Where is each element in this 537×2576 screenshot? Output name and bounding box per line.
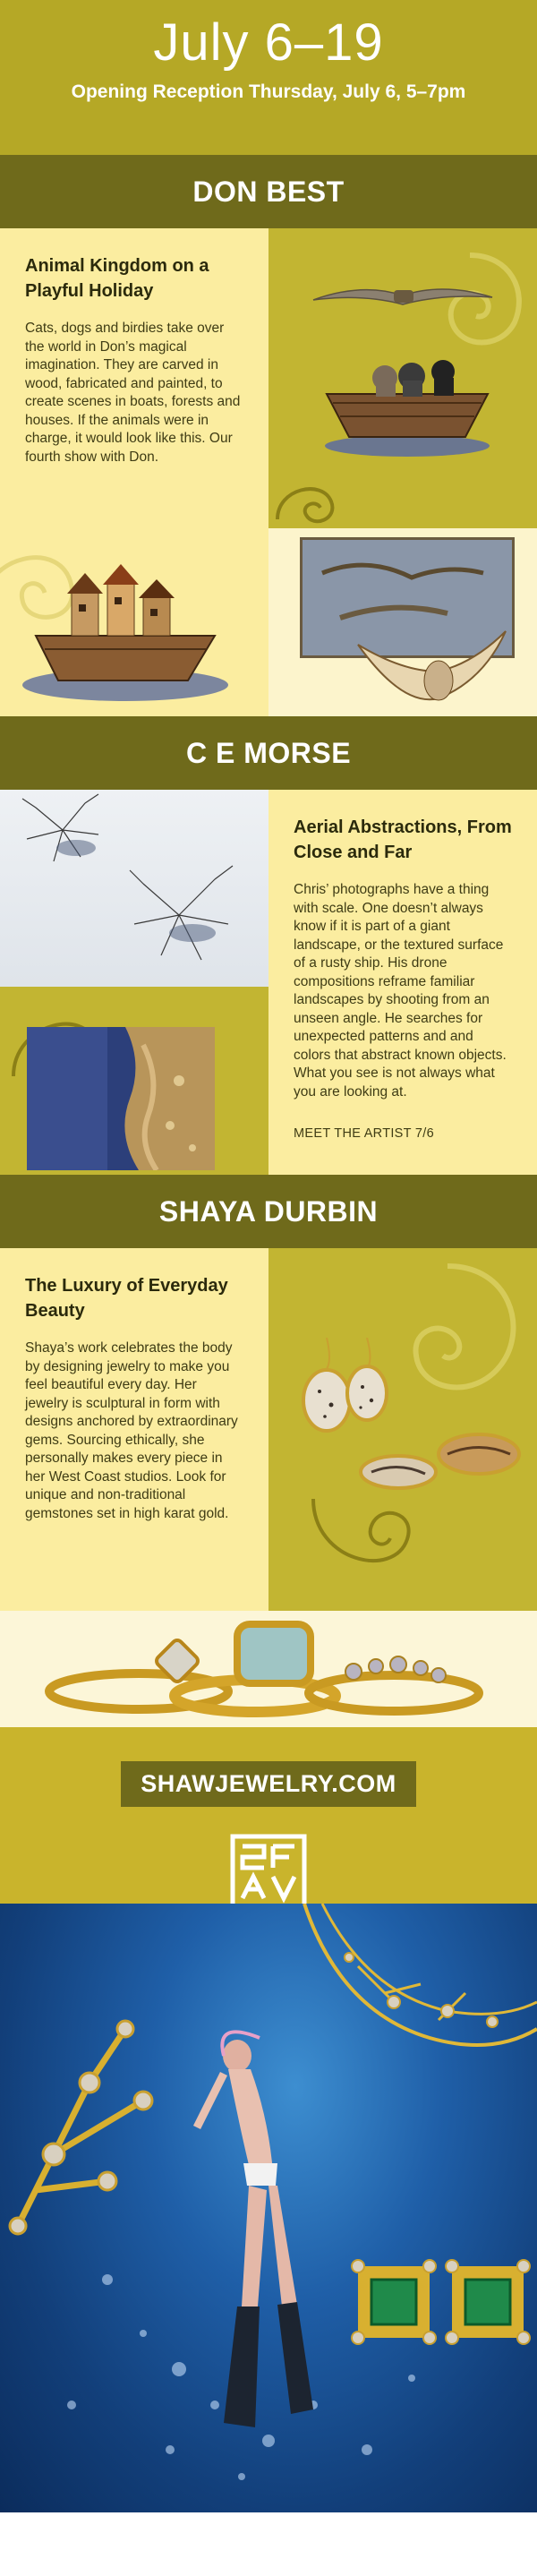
ce-morse-text xyxy=(268,790,537,1175)
rust-abstract-photo xyxy=(0,987,268,1175)
underwater-jewelry-photo xyxy=(0,1904,537,2512)
meet-the-artist: MEET THE ARTIST 7/6 xyxy=(294,1126,434,1141)
gold-rings xyxy=(45,1620,492,1723)
don-best-body: Cats, dogs and birdies take over the world in Don’s magical imagination. They are carved in wood, fabricated and painted, to create scenes in boats, forests and houses. If the animals were in charge, it would look like this. Our fourth show with Don. xyxy=(25,321,241,465)
artist-title-shaya-durbin: SHAYA DURBIN xyxy=(0,1175,537,1248)
house-boat-image xyxy=(0,528,268,716)
gold-necklace xyxy=(286,1904,537,2092)
ce-morse-body: Chris’ photographs have a thing with scale. One doesn’t always know if it is part of a giant landscape, or the textured surface of a rusty ship. His drone compositions reframe familiar landscapes by shooting from an unseen angle. He searches for unexpected patterns and and colors that abstract known objects. What you see is not always what you are looking at. xyxy=(294,882,507,1100)
don-best-heading: Animal Kingdom on a Playful Holiday xyxy=(25,256,209,301)
artist-title-don-best: DON BEST xyxy=(0,155,537,228)
earrings-image xyxy=(268,1248,537,1611)
tree-silhouettes xyxy=(0,790,268,987)
diver xyxy=(188,2029,313,2459)
emerald-earrings xyxy=(345,2244,537,2378)
house-ark xyxy=(18,542,233,703)
shaw-monogram-icon xyxy=(230,1834,307,1911)
artist-title-ce-morse: C E MORSE xyxy=(0,716,537,790)
shaw-footer xyxy=(0,1727,537,1904)
boat-animals-image xyxy=(268,228,537,528)
snow-trees-photo xyxy=(0,790,268,987)
ce-morse-images xyxy=(0,790,268,1175)
carved-birds xyxy=(304,546,519,707)
shaya-durbin-heading: The Luxury of Everyday Beauty xyxy=(25,1276,228,1321)
shaw-logo xyxy=(230,1834,307,1911)
website-link[interactable]: SHAWJEWELRY.COM xyxy=(121,1761,416,1807)
wooden-ark xyxy=(322,331,492,457)
shaya-durbin-text xyxy=(0,1248,268,1611)
ce-morse-heading: Aerial Abstractions, From Close and Far xyxy=(294,817,512,862)
bird-sculpture xyxy=(309,278,497,313)
don-best-text xyxy=(0,228,268,528)
gold-brooch xyxy=(0,1975,170,2244)
opening-reception: Opening Reception Thursday, July 6, 5–7pm xyxy=(71,81,466,102)
show-dates: July 6–19 xyxy=(153,13,384,72)
hero-header xyxy=(0,0,537,155)
dendritic-earrings xyxy=(300,1338,524,1508)
wall-relief-image xyxy=(268,528,537,716)
shaya-durbin-body: Shaya’s work celebrates the body by designing jewelry to make you feel beautiful every day. Her jewelry is sculptural in form with designs anchored by extraordinary gems. Sourcing ethically, she personally makes every piece in her West Coast studios. Look for unique and non-traditional gemstones set in high karat gold. xyxy=(25,1340,238,1521)
rings-image xyxy=(0,1611,537,1727)
rust-ship-abstract xyxy=(27,1027,215,1170)
